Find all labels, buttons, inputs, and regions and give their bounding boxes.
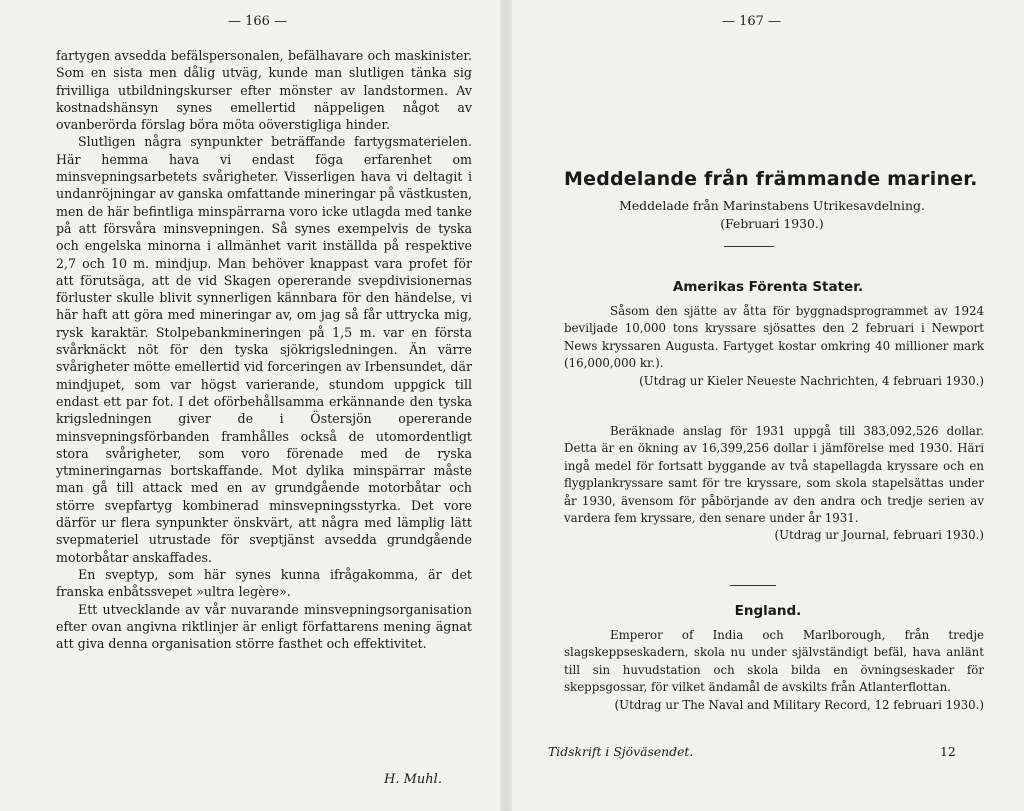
section-title: Meddelande från främmande mariner. (564, 168, 978, 190)
signature-mark: 12 (940, 744, 956, 759)
right-page (512, 0, 1024, 811)
news-source: (Utdrag ur Kieler Neueste Nachrichten, 4 februari 1930.) (639, 373, 984, 388)
paragraph: En sveptyp, som här synes kunna ifrågakomma, är det franska enbåtssvepet »ultra legère». (56, 566, 472, 600)
news-item-augusta (564, 303, 984, 390)
divider-rule (724, 246, 774, 247)
left-page (0, 0, 500, 811)
paragraph: Slutligen några synpunkter beträffande fartygsmaterielen. Här hemma hava vi endast föga erfarenhet om minsvepningsarbetets svårigheter. Visserligen hava vi deltagit i undanröjningar av ganska omfattande mineringar på västkusten, men de här befintliga minspärrarna voro icke utlagda med tanke på att försvåra minsvepningen. Så synes exempelvis de tyska och engelska minorna i allmänhet varit inställda på respektive 2,7 och 10 m. mindjup. Man behöver knappast vara profet för att förutsäga, att de vid Skagen opererande svepdivisionernas förluster skulle blivit synnerligen kännbara för den händelse, vi här haft att göra med mineringar av, om jag så får uttrycka mig, rysk karaktär. Stolpebankmineringen på 1,5 m. var en första svårknäckt nöt för den tyska sjökrigsledningen. Än värre svårigheter mötte emellertid vid forceringen av Irbensundet, där mindjupet, som var högst varierande, stundom uppgick till endast ett par fot. I det oförbehållsamma erkännande den tyska krigsledningen giver de i Östersjön opererande minsvepningsförbanden framhålles också de utomordentligt stora svårigheter, som voro förenade med de ryska ytmineringarnas bortskaffande. Mot dylika minspärrar måste man gå till attack med en av grundgående motorbåtar och större svepfartyg kombinerad minsvepningsstyrka. Det vore därför ur flera synpunkter önskvärt, att några med lämplig lätt svepmateriel utrustade för sveptjänst avsedda grundgående motorbåtar anskaffades. (56, 134, 472, 565)
paragraph: fartygen avsedda befälspersonalen, befälhavare och maskinister. Som en sista men dålig utväg, kunde man slutligen tänka sig frivilliga utbildningskurser efter mönster av landstormen. Av kostnadshänsyn synes emellertid näppeligen något av ovanberörda förslag böra möta oöverstigliga hinder. (56, 48, 472, 133)
left-article-body (56, 47, 472, 652)
section-date: (Februari 1930.) (720, 216, 824, 231)
news-source: (Utdrag ur Journal, februari 1930.) (774, 528, 984, 543)
news-source: (Utdrag ur The Naval and Military Record, 12 februari 1930.) (614, 697, 984, 712)
news-item-england (564, 627, 984, 714)
news-item-budget (564, 423, 984, 545)
news-paragraph: Beräknade anslag för 1931 uppgå till 383,092,526 dollar. Detta är en ökning av 16,399,256 dollar i jämförelse med 1930. Häri ingå medel för fortsatt byggande av två stapellagda kryssare och en flygplankryssare samt för tre kryssare, som skola stapelsättas under år 1930, ävensom för påbörjande av den andra och tredje serien av vardera fem kryssare, den senare under år 1931. (564, 424, 984, 526)
heading-united-states: Amerikas Förenta Stater. (672, 279, 864, 295)
heading-england: England. (734, 603, 802, 619)
paragraph: Ett utvecklande av vår nuvarande minsvepningsorganisation efter ovan angivna riktlinjer är enligt författarens mening ägnat att giva denna organisation större fasthet och effektivitet. (56, 601, 472, 652)
divider-rule (730, 585, 776, 586)
news-paragraph: Såsom den sjätte av åtta för byggnadsprogrammet av 1924 beviljade 10,000 tons kryssare sjösattes den 2 februari i Newport News kryssaren Augusta. Fartyget kostar omkring 40 millioner mark (16,000,000 kr.). (564, 304, 984, 371)
author-signature: H. Muhl. (384, 772, 442, 787)
journal-name: Tidskrift i Sjöväsendet. (548, 744, 694, 759)
page-number-right: — 167 — (722, 14, 782, 29)
book-gutter (500, 0, 512, 811)
news-paragraph: Emperor of India och Marlborough, från tredje slagskeppseskadern, skola nu under självständigt befäl, hava anlänt till sin huvudstation och skola bilda en övningseskader för skeppsgossar, för vilket ändamål de avskilts från Atlanterflottan. (564, 628, 984, 695)
section-subtitle: Meddelade från Marinstabens Utrikesavdelning. (619, 198, 925, 213)
page-number-left: — 166 — (228, 14, 288, 29)
